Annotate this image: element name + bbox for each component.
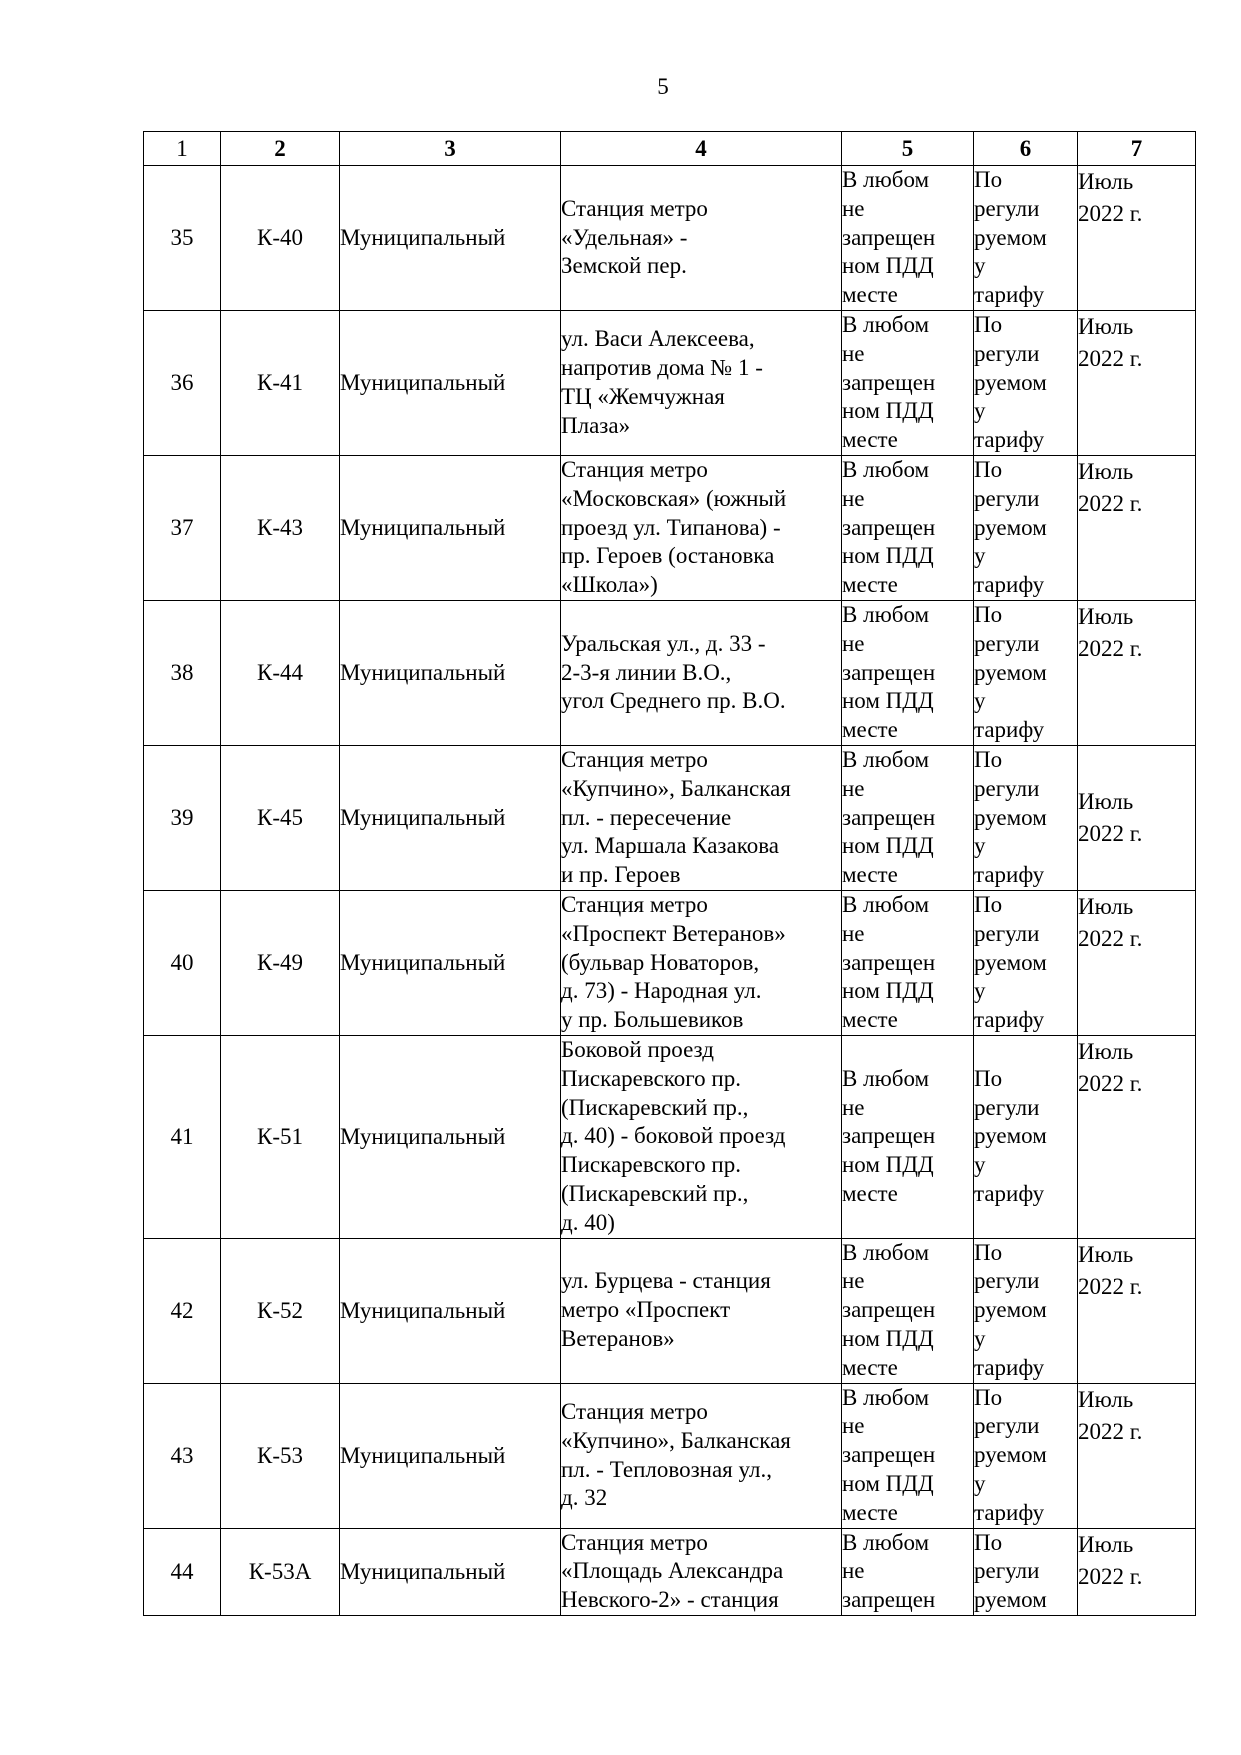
start-date-text: Июль 2022 г. xyxy=(1078,169,1143,226)
tariff xyxy=(974,1383,1078,1528)
route-type: Муниципальный xyxy=(340,1528,561,1615)
tariff-text: По регули руемом у тарифу xyxy=(974,1239,1047,1380)
row-number: 44 xyxy=(144,1528,221,1615)
row-number: 43 xyxy=(144,1383,221,1528)
table-row xyxy=(144,1036,1196,1239)
route-description xyxy=(561,891,842,1036)
route-description-text: Станция метро «Проспект Ветеранов» (бульвар Новаторов, д. 73) - Народная ул. у пр. Большевиков xyxy=(561,892,786,1033)
boarding-place xyxy=(842,1036,974,1239)
start-date xyxy=(1078,891,1196,1036)
boarding-place-text: В любом не запрещен ном ПДД месте xyxy=(842,167,936,308)
boarding-place-text: В любом не запрещен ном ПДД месте xyxy=(842,1065,936,1206)
route-code: К-41 xyxy=(221,311,340,456)
tariff xyxy=(974,746,1078,891)
start-date-text: Июль 2022 г. xyxy=(1078,314,1143,371)
start-date xyxy=(1078,746,1196,891)
tariff-text: По регули руемом у тарифу xyxy=(974,1065,1047,1206)
tariff xyxy=(974,1036,1078,1239)
table-row xyxy=(144,601,1196,746)
start-date-text: Июль 2022 г. xyxy=(1078,1386,1143,1444)
route-description xyxy=(561,311,842,456)
route-description-text: ул. Бурцева - станция метро «Проспект Ветеранов» xyxy=(561,1268,771,1351)
boarding-place-text: В любом не запрещен ном ПДД месте xyxy=(842,602,936,743)
route-description-text: Уральская ул., д. 33 - 2-3-я линии В.О., угол Среднего пр. В.О. xyxy=(561,630,786,714)
boarding-place-text: В любом не запрещен ном ПДД месте xyxy=(842,1384,936,1525)
route-description xyxy=(561,746,842,891)
boarding-place xyxy=(842,456,974,601)
table-row xyxy=(144,1383,1196,1528)
tariff-text: По регули руемом у тарифу xyxy=(974,892,1047,1033)
row-number: 42 xyxy=(144,1238,221,1383)
row-number: 41 xyxy=(144,1036,221,1239)
route-description-text: Станция метро «Купчино», Балканская пл. - пересечение ул. Маршала Казакова и пр. Героев xyxy=(561,747,791,888)
table-row xyxy=(144,166,1196,311)
boarding-place xyxy=(842,891,974,1036)
column-header-6: 6 xyxy=(974,132,1078,166)
tariff xyxy=(974,166,1078,311)
route-type: Муниципальный xyxy=(340,166,561,311)
column-header-4: 4 xyxy=(561,132,842,166)
route-code: К-52 xyxy=(221,1238,340,1383)
route-code: К-51 xyxy=(221,1036,340,1239)
route-type: Муниципальный xyxy=(340,601,561,746)
route-type: Муниципальный xyxy=(340,1238,561,1383)
tariff xyxy=(974,311,1078,456)
start-date xyxy=(1078,311,1196,456)
tariff-text: По регули руемом у тарифу xyxy=(974,167,1047,308)
tariff-text: По регули руемом у тарифу xyxy=(974,1384,1047,1525)
start-date-text: Июль 2022 г. xyxy=(1078,1241,1143,1299)
route-type: Муниципальный xyxy=(340,891,561,1036)
tariff xyxy=(974,891,1078,1036)
route-description xyxy=(561,601,842,746)
start-date-text: Июль 2022 г. xyxy=(1078,789,1143,846)
page-number: 5 xyxy=(657,74,669,99)
route-type: Муниципальный xyxy=(340,746,561,891)
boarding-place xyxy=(842,601,974,746)
boarding-place-text: В любом не запрещен ном ПДД месте xyxy=(842,1239,936,1380)
tariff-text: По регули руемом у тарифу xyxy=(974,747,1047,888)
route-code: К-40 xyxy=(221,166,340,311)
start-date-text: Июль 2022 г. xyxy=(1078,1531,1143,1589)
start-date-text: Июль 2022 г. xyxy=(1078,1039,1143,1096)
route-description-text: Боковой проезд Пискаревского пр. (Пискаревский пр., д. 40) - боковой проезд Пискаревского пр. (Пискаревский пр., д. 40) xyxy=(561,1037,786,1235)
boarding-place-text: В любом не запрещен ном ПДД месте xyxy=(842,312,936,453)
start-date xyxy=(1078,456,1196,601)
route-type: Муниципальный xyxy=(340,1383,561,1528)
route-code: К-44 xyxy=(221,601,340,746)
route-description xyxy=(561,1036,842,1239)
route-code: К-53А xyxy=(221,1528,340,1615)
tariff xyxy=(974,456,1078,601)
route-description xyxy=(561,1528,842,1615)
table-row xyxy=(144,311,1196,456)
route-description xyxy=(561,456,842,601)
route-description-text: Станция метро «Удельная» - Земской пер. xyxy=(561,195,708,279)
route-code: К-43 xyxy=(221,456,340,601)
route-description-text: Станция метро «Купчино», Балканская пл. - Тепловозная ул., д. 32 xyxy=(561,1398,791,1511)
row-number: 35 xyxy=(144,166,221,311)
boarding-place-text: В любом не запрещен ном ПДД месте xyxy=(842,892,936,1033)
column-header-2: 2 xyxy=(221,132,340,166)
column-header-3: 3 xyxy=(340,132,561,166)
table-row xyxy=(144,1238,1196,1383)
header-row xyxy=(144,132,1196,166)
start-date xyxy=(1078,601,1196,746)
route-code: К-45 xyxy=(221,746,340,891)
tariff xyxy=(974,1238,1078,1383)
start-date xyxy=(1078,1238,1196,1383)
route-type: Муниципальный xyxy=(340,1036,561,1239)
boarding-place-text: В любом не запрещен xyxy=(842,1529,936,1613)
boarding-place xyxy=(842,1528,974,1615)
tariff xyxy=(974,601,1078,746)
route-type: Муниципальный xyxy=(340,311,561,456)
table-row xyxy=(144,1528,1196,1615)
table-row xyxy=(144,456,1196,601)
start-date xyxy=(1078,1036,1196,1239)
route-description-text: Станция метро «Площадь Александра Невского-2» - станция xyxy=(561,1529,784,1613)
table-row xyxy=(144,746,1196,891)
boarding-place-text: В любом не запрещен ном ПДД месте xyxy=(842,747,936,888)
start-date-text: Июль 2022 г. xyxy=(1078,604,1143,661)
tariff-text: По регули руемом у тарифу xyxy=(974,457,1047,598)
column-header-7: 7 xyxy=(1078,132,1196,166)
route-description-text: ул. Васи Алексеева, напротив дома № 1 - ТЦ «Жемчужная Плаза» xyxy=(561,326,763,438)
tariff-text: По регули руемом у тарифу xyxy=(974,312,1047,453)
row-number: 40 xyxy=(144,891,221,1036)
boarding-place xyxy=(842,746,974,891)
boarding-place xyxy=(842,166,974,311)
start-date xyxy=(1078,1383,1196,1528)
row-number: 39 xyxy=(144,746,221,891)
route-description-text: Станция метро «Московская» (южный проезд ул. Типанова) - пр. Героев (остановка «Школа») xyxy=(561,457,787,598)
tariff xyxy=(974,1528,1078,1615)
start-date-text: Июль 2022 г. xyxy=(1078,894,1143,951)
route-description xyxy=(561,166,842,311)
boarding-place-text: В любом не запрещен ном ПДД месте xyxy=(842,457,936,598)
start-date xyxy=(1078,1528,1196,1615)
row-number: 38 xyxy=(144,601,221,746)
column-header-5: 5 xyxy=(842,132,974,166)
route-type: Муниципальный xyxy=(340,456,561,601)
boarding-place xyxy=(842,1383,974,1528)
routes-table xyxy=(143,131,1196,1616)
row-number: 37 xyxy=(144,456,221,601)
route-description xyxy=(561,1383,842,1528)
start-date xyxy=(1078,166,1196,311)
row-number: 36 xyxy=(144,311,221,456)
start-date-text: Июль 2022 г. xyxy=(1078,459,1143,516)
route-code: К-53 xyxy=(221,1383,340,1528)
tariff-text: По регули руемом xyxy=(974,1529,1047,1613)
boarding-place xyxy=(842,311,974,456)
column-header-1: 1 xyxy=(144,132,221,166)
route-code: К-49 xyxy=(221,891,340,1036)
boarding-place xyxy=(842,1238,974,1383)
table-row xyxy=(144,891,1196,1036)
route-description xyxy=(561,1238,842,1383)
tariff-text: По регули руемом у тарифу xyxy=(974,602,1047,743)
